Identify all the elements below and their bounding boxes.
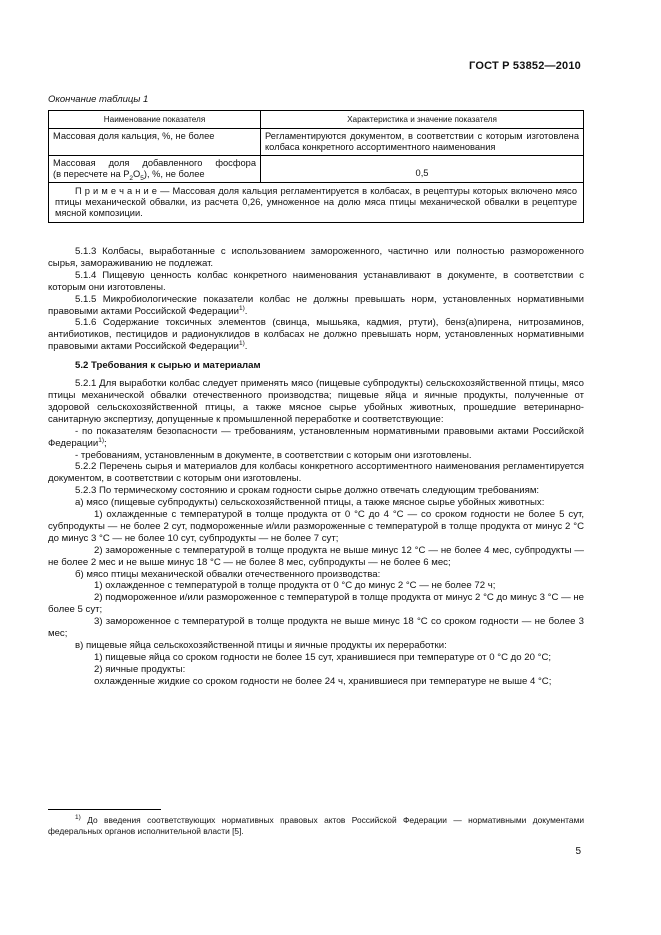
- calcium-value-cell: Регламентируются документом, в соответствии с которым изготовлена колбаса конкретного ассортиментного наименования: [261, 129, 584, 156]
- table-header-row: [49, 111, 584, 129]
- footnote-ref: 1): [239, 304, 245, 312]
- table-note-row: [49, 183, 584, 223]
- paragraph-5-1-3: 5.1.3 Колбасы, выработанные с использованием замороженного, частично или полностью размороженного сырья, замораживанию не подлежат.: [48, 246, 584, 269]
- list-item-v-2-a: охлажденные жидкие со сроком годности не более 24 ч, хранившиеся при температуре не выше 4 °С;: [94, 675, 552, 687]
- list-item-v: в) пищевые яйца сельскохозяйственной птицы и яичные продукты их переработки:: [75, 640, 447, 651]
- list-item-b-3: 3) замороженное с температурой в толще продукта не выше минус 18 °С со сроком годности — не более 3 мес;: [48, 616, 584, 640]
- footnote-divider: [48, 809, 161, 810]
- paragraph-5-1-6: 5.1.6 Содержание токсичных элементов (свинца, мышьяка, кадмия, ртути), бенз(а)пирена, нитрозаминов, антибиотиков, пестицидов и радионуклидов в колбасах не должно превышать норм, установленных нормативными правовыми актами Российской Федерации$^{1)}$.: [48, 317, 584, 353]
- list-item-requirements: - требованиям, установленным в документе, в соответствии с которым они изготовлены.: [75, 449, 472, 461]
- footnote-mark: 1): [75, 814, 81, 822]
- footnote: [48, 815, 584, 837]
- standard-number: ГОСТ Р 53852—2010: [469, 60, 581, 72]
- phosphorus-name-cell: [49, 156, 261, 183]
- phosphorus-value-cell: 0,5: [261, 156, 584, 183]
- list-item-b-2: 2) подмороженное и/или размороженное с температурой в толще продукта от минус 2 °С до минус 3 °С — не более 5 сут;: [48, 592, 584, 616]
- column-header-value: Характеристика и значение показателя: [261, 111, 584, 129]
- list-item-a: а) мясо (пищевые субпродукты) сельскохозяйственной птицы, а также мясное сырье убойных животных:: [75, 497, 545, 509]
- document-body: [48, 246, 584, 688]
- list-item-b: б) мясо птицы механической обвалки отечественного производства:: [75, 568, 381, 580]
- list-item-b-1: 1) охлажденное с температурой в толще продукта от 0 °С до минус 2 °С — не более 72 ч;: [94, 580, 496, 592]
- phosphorus-name-line2: (в пересчете на $P_2O_5$), %, не более: [53, 169, 205, 182]
- footnote-ref: 1): [98, 436, 105, 444]
- paragraph-5-1-5: 5.1.5 Микробиологические показатели колбас не должны превышать норм, установленных нормативными правовыми актами Российской Федерации$^{1)}$.: [48, 293, 584, 317]
- indicator-table: [48, 110, 584, 223]
- table-caption: Окончание таблицы 1: [48, 94, 149, 105]
- note-label: П р и м е ч а н и е: [75, 186, 157, 196]
- list-item-a-1: 1) охлажденные с температурой в толще продукта от 0 °С до 4 °С — со сроком годности не более 5 сут, субпродукты — не более 2 сут, подмороженные и/или размороженные с температурой в толще продукта от минус 2 °С до минус 3 °С — не более 10 сут, субпродукты — не более 7 сут;: [48, 509, 584, 544]
- section-heading-5-2: 5.2 Требования к сырью и материалам: [75, 360, 261, 372]
- table-row: [49, 156, 584, 183]
- page-number: 5: [575, 846, 581, 857]
- paragraph-5-2-1: 5.2.1 Для выработки колбас следует применять мясо (пищевые субпродукты) сельскохозяйственной птицы, мясо птицы механической обвалки отечественного производства; пищевые яйца и яичные продукты, полученные от здоровой сельскохозяйственной птицы, а также мясное сырье убойных животных, прошедшие ветеринарно-санитарную экспертизу, допущенные к промышленной переработке и соответствующие:: [48, 378, 584, 425]
- footnote-text: До введения соответствующих нормативных правовых актов Российской Федерации — нормативными документами федеральных органов исполнительной власти [5].: [48, 815, 585, 836]
- note-text: — Массовая доля кальция регламентируется в колбасах, в рецептуры которых включено мясо птицы механической обвалки, из расчета 0,26, умноженное на долю мяса птицы механической обвалки в рецептуре мясной композиции.: [55, 186, 577, 218]
- footnote-ref: 1): [239, 340, 245, 348]
- list-item-v-2: 2) яичные продукты:: [94, 663, 186, 675]
- phosphorus-name-line1: Массовая доля добавленного фосфора: [53, 158, 256, 168]
- paragraph-5-1-4: 5.1.4 Пищевую ценность колбас конкретного наименования устанавливают в документе, в соответствии с которым они изготовлены.: [48, 269, 584, 293]
- list-item-a-2: 2) замороженные с температурой в толще продукта не выше минус 12 °С — не более 4 мес, субпродукты — не более 2 мес и не выше минус 18 °С — не более 8 мес, субпродукты — не более 6 мес;: [48, 544, 584, 568]
- column-header-name: Наименование показателя: [49, 111, 261, 129]
- table-note: [49, 183, 584, 223]
- paragraph-5-2-3: 5.2.3 По термическому состоянию и срокам годности сырье должно отвечать следующим требованиям:: [75, 485, 540, 497]
- calcium-name-cell: Массовая доля кальция, %, не более: [49, 129, 261, 156]
- list-item-v-1: 1) пищевые яйца со сроком годности не более 15 сут, хранившиеся при температуре от 0 °С до 20 °С;: [94, 651, 552, 663]
- list-item-safety: - по показателям безопасности — требованиям, установленным нормативными правовыми актами Российской Федерации$^{1)}$;: [48, 425, 584, 449]
- paragraph-5-2-2: 5.2.2 Перечень сырья и материалов для колбасы конкретного ассортиментного наименования регламентируется документом, в соответствии с которым они изготовлены.: [48, 461, 584, 485]
- table-row: [49, 129, 584, 156]
